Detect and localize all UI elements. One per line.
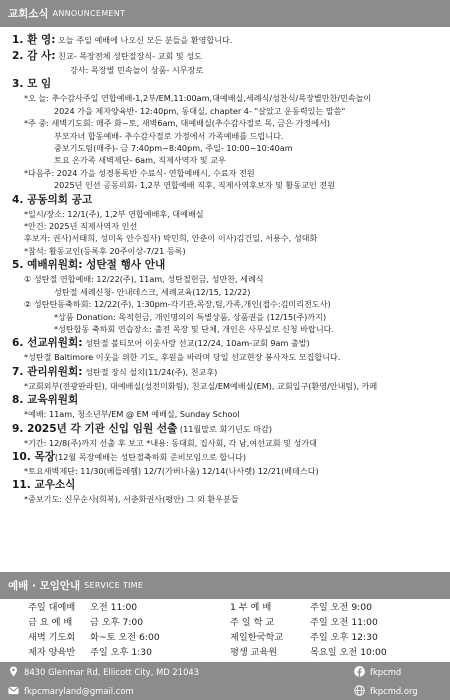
announcement-line: 후보자: 권사)서태희, 성미옥 안수집사) 박민희, 안춘이 이사)김건일, 서용수, 성대화 — [24, 233, 318, 244]
announcement-line: 2025년 인선 공동의회- 1,2부 연합예배 직후, 직제사역후보자 및 활동교인 전원 — [54, 180, 336, 191]
heading-label: 10. 목장 — [12, 450, 55, 463]
location-pin-icon — [8, 666, 19, 677]
globe-icon — [354, 685, 365, 696]
announcement-list — [0, 27, 450, 506]
announcement-heading — [12, 393, 442, 408]
announcement-line: *오 늘: 추수감사주일 연합예배-1,2부/EM,11:00am,대예배실,세례식/성찬식/목장별만찬/민속놀이 — [24, 93, 372, 104]
announcement-line: 강사: 목장별 민속놀이 상품- 시무장로 — [70, 65, 204, 75]
announcement-line: *토요새벽제단: 11/30(베들레헴) 12/7(가버나움) 12/14(나사렛) 12/21(베데스다) — [24, 465, 319, 476]
announcement-heading — [12, 450, 442, 465]
announcement-line: ② 성탄탄동축하회: 12/22(주), 1:30pm-각기관,목장,팀,가족,개인(접수:김미리전도사) — [24, 299, 331, 310]
service-time: 금 오후 7:00 — [90, 617, 144, 628]
website-link[interactable]: fkpcmd.org — [370, 685, 418, 696]
announcement-line: *기간: 12/8(주)까지 선출 후 보고 *내용: 동대회, 집사회, 각 남,여선교회 및 성가대 — [24, 437, 317, 448]
announcement-heading — [12, 336, 442, 351]
service-title-en: SERVICE TIME — [84, 581, 144, 590]
service-name: 1 부 예 배 — [230, 602, 272, 613]
service-row — [28, 600, 440, 615]
service-name: 평생 교육원 — [230, 647, 278, 658]
announcement-line: *교회외부(전광판라틴), 대예배실(성전미화팀), 친교실/EM예배실(EM), 교회입구(환영/안내팀), 카페 — [24, 380, 378, 391]
heading-text: 오늘 주일 예배에 나오신 모든 분들을 환영합니다. — [55, 35, 233, 45]
heading-label: 9. 2025년 각 기관 신입 임원 선출 — [12, 422, 178, 435]
service-row — [28, 615, 440, 630]
announcement-heading — [12, 422, 442, 437]
service-time: 주일 오전 11:00 — [310, 617, 378, 628]
announcement-heading — [12, 33, 442, 48]
announcement-line: *주 중: 새벽기도회: 매주 화~토, 새벽6am, 대예배실(추수감사절로 목, 금은 가정에서) — [24, 118, 331, 129]
announcement-line: 부모자녀 합동예배- 추수감사절로 가정에서 가족예배를 드립니다. — [54, 130, 284, 141]
announcement-line: *참석: 활동교인(등록후 20주이상-7/21 등록) — [24, 245, 186, 256]
announcement-line: 2024 가을 제자양육반- 12:40pm, 동대실, chapter 4- "살았고 운동력있는 말씀" — [54, 105, 346, 116]
heading-label: 11. 교우소식 — [12, 479, 76, 492]
announcement-heading — [12, 478, 442, 493]
service-time: 오전 11:00 — [90, 602, 138, 613]
heading-label: 7. 관리위원회: — [12, 365, 83, 378]
announcement-line: 중보기도팀(매주)- 금 7:40pm~8:40pm, 주일- 10:00~10:40am — [54, 143, 293, 154]
service-time: 목요일 오전 10:00 — [310, 647, 387, 658]
announcement-line: *중보기도: 신무순사(희복), 서춘화권사(평안) 그 외 환우분들 — [24, 494, 239, 505]
announcement-line: *예배: 11am, 청소년부/EM @ EM 예배실, Sunday School — [24, 409, 240, 420]
announcement-line: 토요 온가족 새벽제단- 6am, 직제사역자 및 교우 — [54, 155, 226, 166]
service-row — [28, 645, 440, 660]
service-header — [0, 572, 450, 599]
announcement-title: 교회소식 — [8, 8, 49, 20]
heading-text: (11월말로 회기년도 마감) — [177, 423, 273, 434]
service-time: 주일 오후 1:30 — [90, 647, 152, 658]
heading-label: 3. 모 임 — [12, 78, 52, 91]
announcement-line: ① 성탄절 연합예배: 12/22(주), 11am, 성탄절헌금, 성만찬, 세례식 — [24, 274, 264, 285]
heading-label: 2. 감 사: — [12, 50, 56, 62]
heading-label: 4. 공동의회 공고 — [12, 193, 93, 206]
heading-label: 1. 환 영: — [12, 34, 56, 46]
announcement-heading — [12, 77, 442, 92]
heading-label: 6. 선교위원회: — [12, 337, 83, 350]
heading-text: 성탄절 볼티모어 이웃사랑 선교(12/24, 10am-교회 9am 출발) — [82, 338, 310, 349]
announcement-line: *성탄절 Baltimore 이웃을 위한 기도, 후원을 바라며 당일 선교현장 봉사자도 모집합니다. — [24, 352, 341, 363]
heading-label: 8. 교육위원회 — [12, 394, 79, 407]
service-title: 예배 · 모임안내 — [8, 580, 81, 592]
heading-text: 성탄절 장식 설치(11/24(주), 친교후) — [82, 366, 218, 377]
service-row — [28, 630, 440, 645]
heading-text: (12월 목장예배는 성탄절축하회 준비모임으로 합니다) — [54, 451, 247, 462]
service-table — [28, 600, 440, 660]
service-time: 주일 오후 12:30 — [310, 632, 378, 643]
announcement-line: *안건: 2025년 직제사역자 인선 — [24, 221, 138, 232]
email-icon — [8, 685, 19, 696]
service-name: 주 일 학 교 — [230, 617, 275, 628]
announcement-line: *상품 Donation: 목적헌금, 개인명의의 특별상품, 상품권을 (12/15(주)까지) — [54, 311, 327, 322]
service-name: 주일 대예배 — [28, 602, 76, 613]
heading-text: 친교- 목장전체 성탄절장식- 교회 및 성도 — [55, 51, 202, 61]
announcement-line: *일시/장소: 12/1(주), 1,2부 연합예배후, 대예배실 — [24, 208, 204, 219]
service-name: 금 요 예 배 — [28, 617, 73, 628]
announcement-header — [0, 0, 450, 27]
announcement-line: 성탄절 세례신청- 안내데스크, 세례교육(12/15, 12/22) — [54, 286, 251, 297]
announcement-line: *성탄합동 축하회 연습장소: 출전 목장 및 단체, 개인은 사무실로 신청 바랍니다. — [54, 323, 335, 334]
announcement-line: *다음주: 2024 가을 성경통독반 수료식- 연합예배시, 수료자 전원 — [24, 167, 255, 178]
announcement-heading — [12, 258, 442, 273]
announcement-heading — [12, 193, 442, 208]
address-text: 8430 Glenmar Rd, Ellicott City, MD 21043 — [24, 666, 200, 677]
announcement-title-en: ANNOUNCEMENT — [52, 9, 126, 18]
email-link[interactable]: fkpcmaryland@gmail.com — [24, 685, 134, 696]
service-name: 새벽 기도회 — [28, 632, 76, 643]
facebook-icon[interactable] — [354, 666, 365, 677]
footer — [0, 662, 450, 700]
service-time: 주일 오전 9:00 — [310, 602, 372, 613]
announcement-heading — [12, 49, 442, 64]
heading-label: 5. 예배위원회: 성탄절 행사 안내 — [12, 259, 166, 272]
facebook-link[interactable]: fkpcmd — [370, 666, 402, 677]
announcement-heading — [12, 365, 442, 380]
service-name: 제일한국학교 — [230, 632, 284, 643]
service-time: 화~토 오전 6:00 — [90, 632, 160, 643]
service-name: 제자 양육반 — [28, 647, 76, 658]
